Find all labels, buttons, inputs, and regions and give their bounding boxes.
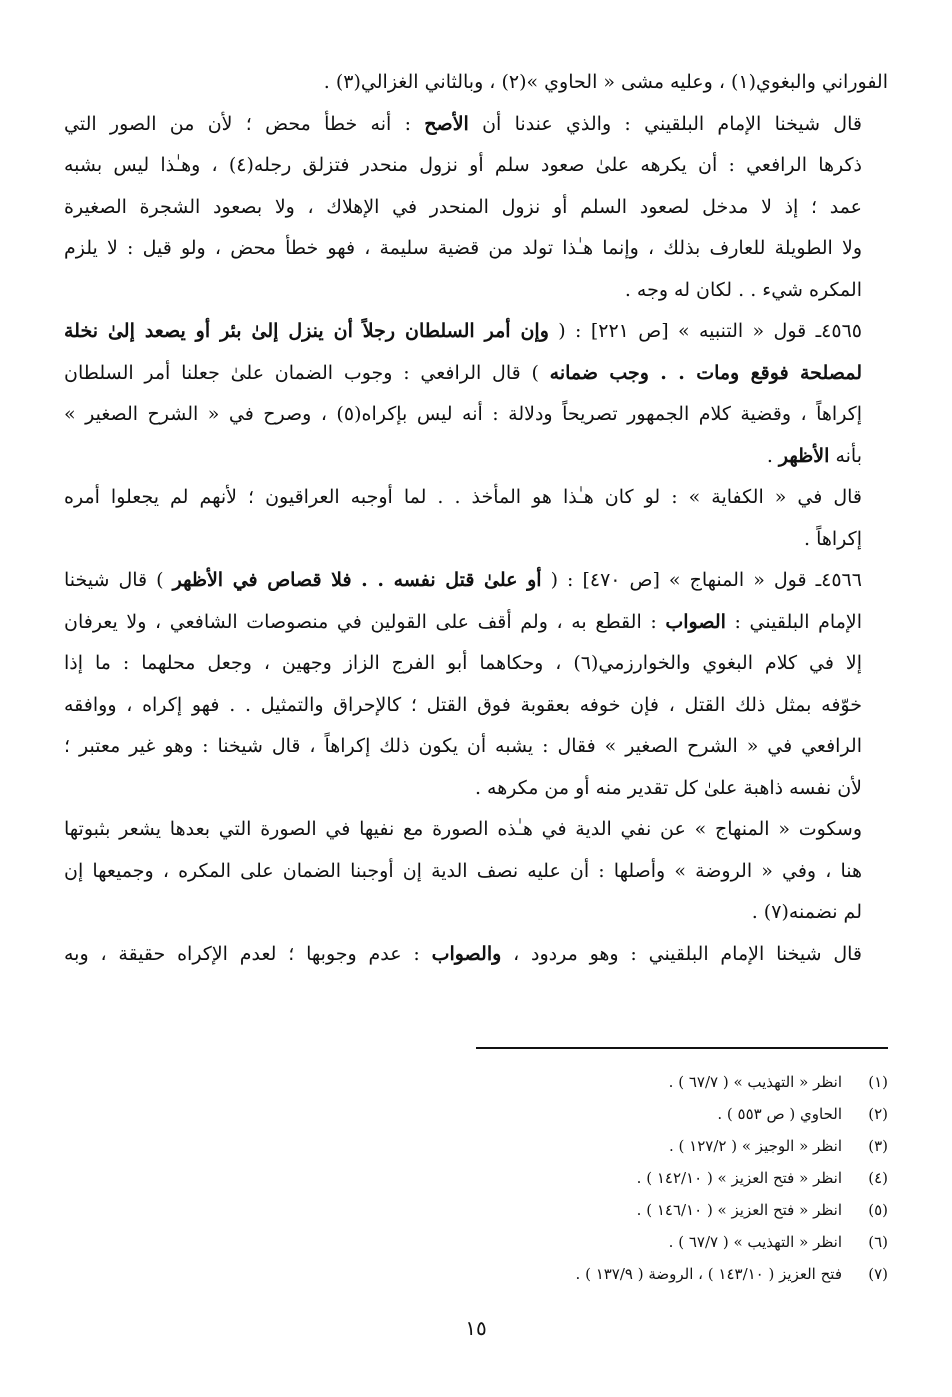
footnote-item bbox=[64, 1066, 888, 1098]
text-run: بأنه bbox=[829, 444, 862, 467]
footnote-item bbox=[64, 1098, 888, 1130]
footnote-item bbox=[64, 1162, 888, 1194]
paragraph-6 bbox=[64, 809, 888, 934]
footnote-text: فتح العزيز ( ١٤٣/١٠ ) ، الروضة ( ١٣٧/٩ ) . bbox=[575, 1265, 842, 1283]
paragraph-4 bbox=[64, 477, 888, 560]
text-line: إكراهاً . bbox=[804, 527, 862, 550]
page-number: ١٥ bbox=[465, 1316, 487, 1340]
text-line: المكره شيء . . لكان له وجه . bbox=[624, 278, 862, 301]
text-line: قال في « الكفاية » : لو كان هـٰذا هو المأخذ . . لما أوجبه العراقيون ؛ لأنهم لم يجعلوا أمره bbox=[64, 486, 862, 508]
paragraph-7 bbox=[64, 934, 888, 976]
main-text bbox=[64, 62, 888, 975]
footnote-number: (٧) bbox=[868, 1265, 888, 1283]
footnote-text: انظر « التهذيب » ( ٦٧/٧ ) . bbox=[668, 1233, 842, 1251]
bold-quote: وإن أمر السلطان رجلاً أن ينزل إلىٰ بئر أو يصعد إلىٰ نخلة bbox=[64, 320, 549, 342]
text-line: ذكرها الرافعي : أن يكرهه علىٰ صعود سلم أو نزول منحدر فتزلق رجله(٤) ، وهـٰذا ليس بشبه bbox=[64, 154, 862, 176]
footnote-divider bbox=[476, 1047, 888, 1049]
footnote-item bbox=[64, 1194, 888, 1226]
text-run: ) قال شيخنا bbox=[64, 569, 173, 591]
text-line bbox=[64, 436, 888, 478]
footnote-item bbox=[64, 1258, 888, 1290]
text-line: إكراهاً ، وقضية كلام الجمهور تصريحاً ودلالة : أنه ليس بإكراه(٥) ، وصرح في « الشرح الصغير » bbox=[64, 403, 862, 425]
text-line bbox=[64, 560, 888, 602]
footnote-number: (٥) bbox=[868, 1201, 888, 1219]
footnote-text: انظر « فتح العزيز » ( ١٤٦/١٠ ) . bbox=[636, 1201, 842, 1219]
footnote-text: انظر « الوجيز » ( ١٢٧/٢ ) . bbox=[669, 1137, 842, 1155]
text-line: لم نضمنه(٧) . bbox=[751, 901, 862, 923]
footnote-number: (٢) bbox=[868, 1105, 888, 1123]
footnote-item bbox=[64, 1130, 888, 1162]
text-run: : القطع به ، ولم أقف على القولين في منصوصات الشافعي ، ولا يعرفان bbox=[64, 610, 666, 633]
bold-term: الأظهر bbox=[778, 444, 830, 467]
footnote-number: (٣) bbox=[868, 1137, 888, 1155]
text-line: وسكوت « المنهاج » عن نفي الدية في هـٰذه الصورة مع نفيها في الصورة التي بعدها يشعر بثبوتها bbox=[64, 818, 862, 840]
footnote-text: الحاوي ( ص ٥٥٣ ) . bbox=[717, 1105, 842, 1123]
bold-term: الصواب bbox=[665, 610, 726, 633]
paragraph-3 bbox=[64, 311, 888, 477]
footnote-number: (١) bbox=[868, 1073, 888, 1091]
footnote-number: (٤) bbox=[868, 1169, 888, 1187]
text-line: الرافعي في « الشرح الصغير » فقال : يشبه أن يكون ذلك إكراهاً ، قال شيخنا : وهو غير معتبر ؛ bbox=[64, 735, 862, 757]
footnote-text: انظر « فتح العزيز » ( ١٤٢/١٠ ) . bbox=[636, 1169, 842, 1187]
text-line: إلا في كلام البغوي والخوارزمي(٦) ، وحكاهما أبو الفرج الزاز وجهين ، وجعل محلهما : ما إذا bbox=[64, 652, 862, 674]
text-line: عمد ؛ إذ لا مدخل لصعود السلم أو نزول المنحدر في الإهلاك ، ولا بصعود الشجرة الصغيرة bbox=[64, 195, 862, 218]
text-run: الإمام البلقيني : bbox=[725, 610, 862, 633]
footnote-text: انظر « التهذيب » ( ٦٧/٧ ) . bbox=[668, 1073, 842, 1091]
text-run: ) قال الرافعي : وجوب الضمان علىٰ جعلنا أمر السلطان bbox=[64, 361, 550, 384]
text-run: ٤٥٦٦ـ قول « المنهاج » [ص ٤٧٠] : ( bbox=[541, 569, 862, 591]
text-line: هنا ، وفي « الروضة » وأصلها : أن عليه نصف الدية إن أوجبنا الضمان على المكره ، وجميعها إن bbox=[64, 859, 862, 882]
text-run: قال شيخنا الإمام البلقيني : وهو مردود ، bbox=[501, 942, 862, 965]
footnote-item bbox=[64, 1226, 888, 1258]
text-line: ولا الطويلة للعارف بذلك ، وإنما هـٰذا تولد من قضية سليمة ، فهو خطأ محض ، ولو قيل : لا يلزم bbox=[64, 237, 862, 259]
text-run: ٤٥٦٥ـ قول « التنبيه » [ص ٢٢١] : ( bbox=[548, 320, 862, 342]
text-line bbox=[64, 602, 888, 644]
paragraph-1 bbox=[64, 62, 888, 104]
text-line bbox=[64, 104, 888, 146]
text-line: الفوراني والبغوي(١) ، وعليه مشى « الحاوي »(٢) ، وبالثاني الغزالي(٣) . bbox=[323, 71, 888, 93]
paragraph-2 bbox=[64, 104, 888, 312]
text-line bbox=[64, 353, 888, 395]
paragraph-5 bbox=[64, 560, 888, 809]
footnotes bbox=[64, 1066, 888, 1290]
footnote-number: (٦) bbox=[868, 1233, 888, 1251]
text-run: قال شيخنا الإمام البلقيني : والذي عندنا أن bbox=[468, 112, 862, 135]
text-line bbox=[64, 934, 888, 976]
bold-quote: أو علىٰ قتل نفسه . . فلا قصاص في الأظهر bbox=[172, 569, 542, 591]
text-run: : أنه خطأ محض ؛ لأن من الصور التي bbox=[64, 112, 425, 135]
text-run: . bbox=[766, 444, 779, 467]
text-line: خوّفه بمثل ذلك القتل ، فإن خوفه بعقوبة فوق القتل ؛ كالإحراق والتمثيل . . فهو إكراه ، ووافقه bbox=[64, 693, 862, 716]
bold-term: الأصح bbox=[424, 112, 469, 135]
text-line: لأن نفسه ذاهبة علىٰ كل تقدير منه أو من مكرهه . bbox=[474, 776, 862, 799]
text-run: : عدم وجوبها ؛ لعدم الإكراه حقيقة ، وبه bbox=[64, 942, 432, 965]
text-line bbox=[64, 311, 888, 353]
bold-term: والصواب bbox=[431, 942, 502, 965]
bold-quote: لمصلحة فوقع ومات . . وجب ضمانه bbox=[549, 361, 862, 384]
